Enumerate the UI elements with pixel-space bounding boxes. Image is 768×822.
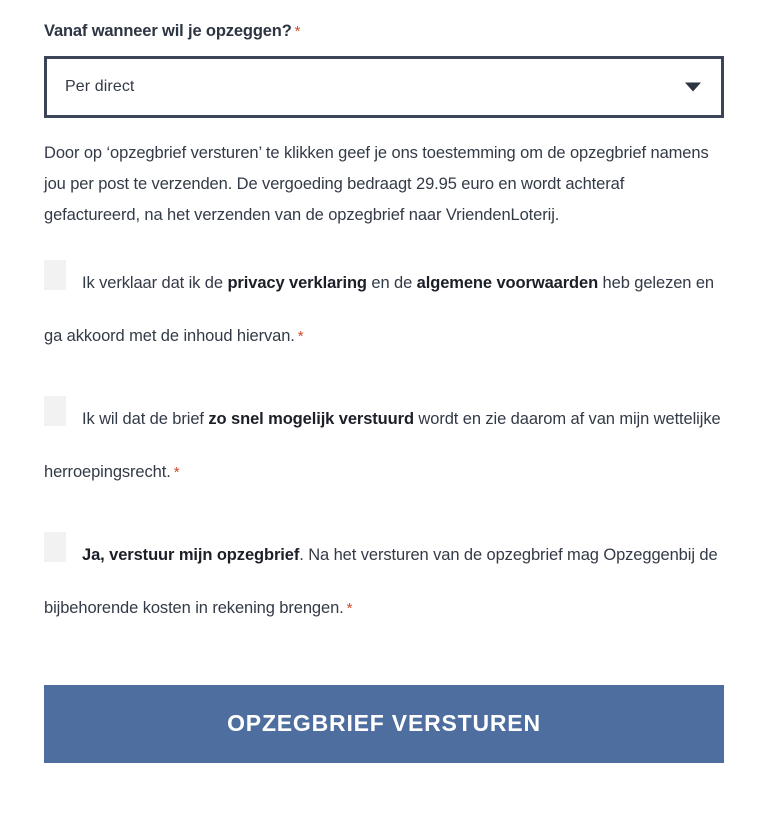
consent-text-run: . Na het versturen van de opzegbrief mag Opzeggenbij de bijbehorende kosten in rekening brengen. <box>44 545 718 617</box>
consent-row-herroepingsrecht <box>44 393 724 499</box>
intro-paragraph: Door op ‘opzegbrief versturen’ te klikken geef je ons toestemming om de opzegbrief namens jou per post te verzenden. De vergoeding bedraagt 29.95 euro en wordt achteraf gefactureerd, na het verzenden van de opzegbrief naar VriendenLoterij. <box>44 143 709 224</box>
consent-label-herroepingsrecht <box>44 393 724 499</box>
cancellation-form <box>44 0 724 763</box>
consent-text-run: Ik wil dat de brief <box>82 409 209 428</box>
consent-list <box>44 257 724 635</box>
consent-text-run: wordt en zie daarom af van mijn wettelijke herroepingsrecht. <box>44 409 721 481</box>
consent-row-verstuur-opzegbrief <box>44 529 724 635</box>
field-label-text: Vanaf wanneer wil je opzeggen? <box>44 22 292 40</box>
consent-label-verstuur-opzegbrief <box>44 529 724 635</box>
submit-opzegbrief-button[interactable]: OPZEGBRIEF VERSTUREN <box>44 685 724 763</box>
required-asterisk: * <box>173 463 180 481</box>
required-asterisk: * <box>346 599 353 617</box>
checkbox-privacy-voorwaarden[interactable] <box>44 260 66 290</box>
select-selected-value: Per direct <box>65 77 135 95</box>
consent-emphasis[interactable]: algemene voorwaarden <box>416 273 599 292</box>
checkbox-herroepingsrecht[interactable] <box>44 396 66 426</box>
consent-emphasis[interactable]: zo snel mogelijk verstuurd <box>208 409 414 428</box>
consent-label-privacy-voorwaarden <box>44 257 724 363</box>
checkbox-verstuur-opzegbrief[interactable] <box>44 532 66 562</box>
consent-row-privacy-voorwaarden <box>44 257 724 363</box>
chevron-down-icon <box>685 82 701 91</box>
consent-text-run: en de <box>366 273 417 292</box>
consent-text-run: heb gelezen en ga akkoord met de inhoud hiervan. <box>44 273 715 345</box>
opzegmoment-select[interactable] <box>44 56 724 118</box>
required-asterisk: * <box>294 23 301 40</box>
required-asterisk: * <box>297 327 304 345</box>
field-label-opzegmoment <box>44 22 724 42</box>
consent-emphasis[interactable]: Ja, verstuur mijn opzegbrief <box>82 545 300 564</box>
consent-emphasis[interactable]: privacy verklaring <box>227 273 367 292</box>
consent-text-run: Ik verklaar dat ik de <box>82 273 228 292</box>
